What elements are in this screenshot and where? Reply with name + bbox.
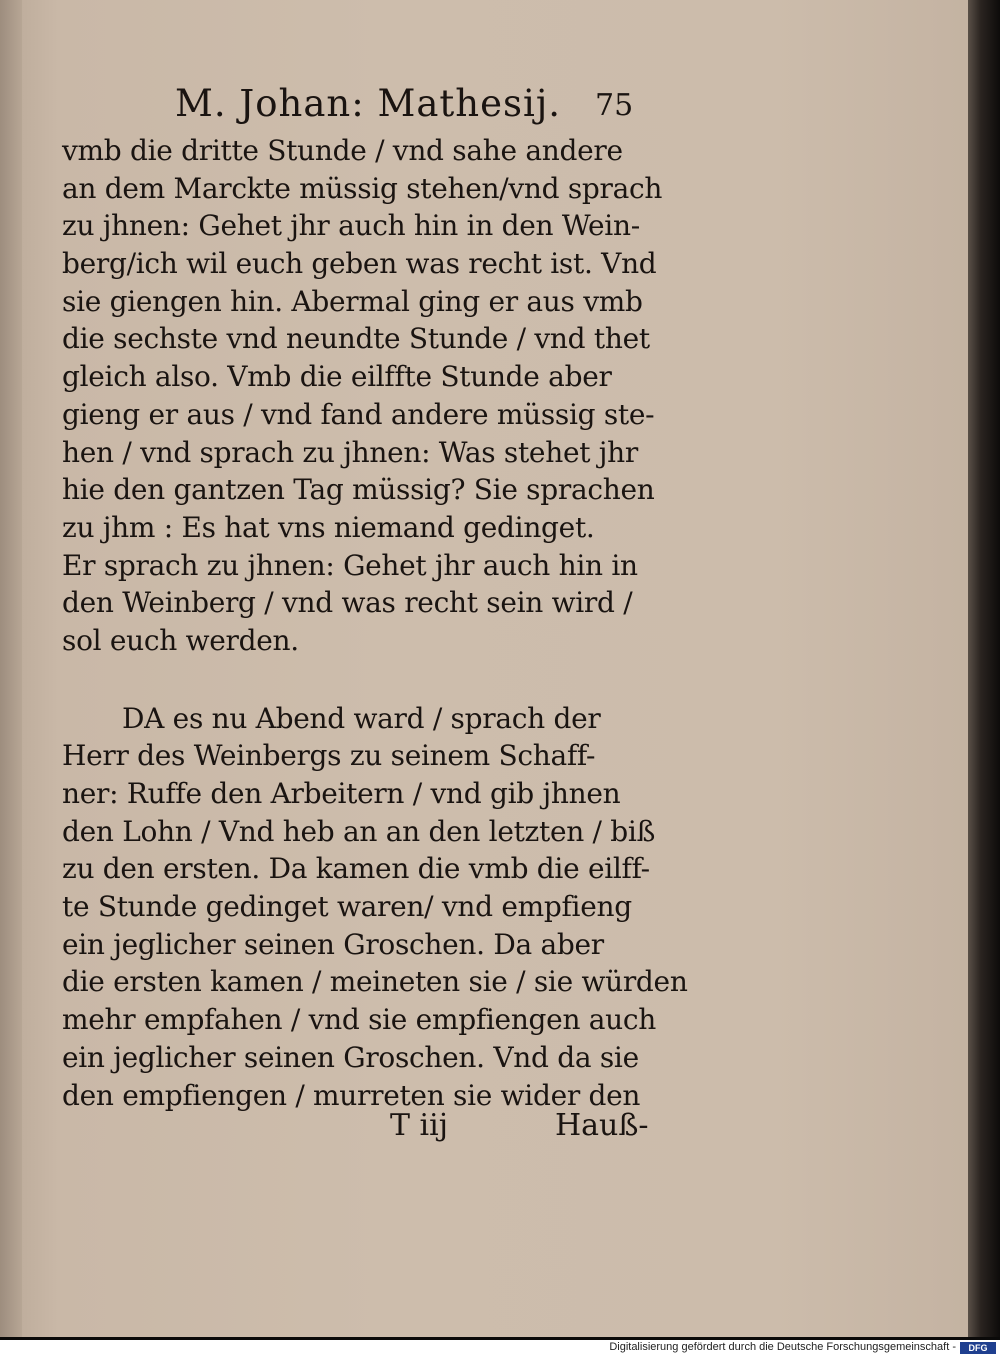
signature-line: [340, 1108, 660, 1148]
text-line: berg/ich wil euch geben was recht ist. Vnd: [62, 247, 657, 281]
running-head-title: M. Johan: Mathesij.: [175, 82, 562, 125]
body-text: [62, 132, 688, 1114]
footer-credit: Digitalisierung gefördert durch die Deutsche Forschungsgemeinschaft -: [609, 1341, 956, 1353]
text-line: ner: Ruffe den Arbeitern / vnd gib jhnen: [62, 777, 621, 810]
text-line: den Weinberg / vnd was recht sein wird /: [62, 586, 633, 620]
page-edge-shadow: [968, 0, 1000, 1337]
dfg-logo: DFG: [960, 1342, 996, 1354]
text-line: die ersten kamen / meineten sie / sie würden: [62, 965, 688, 999]
text-line: zu jhm : Es hat vns niemand gedinget.: [62, 510, 595, 544]
text-line: DA es nu Abend ward / sprach der: [122, 701, 601, 735]
text-line: Er sprach zu jhnen: Gehet jhr auch hin in: [62, 548, 638, 582]
footer-bar: [0, 1340, 1000, 1357]
text-line: hie den gantzen Tag müssig? Sie sprachen: [62, 473, 655, 507]
text-line: ein jeglicher seinen Groschen. Da aber: [62, 927, 604, 961]
paragraph-1: [62, 132, 662, 660]
text-line: den empfiengen / murreten sie wider den: [62, 1078, 641, 1112]
text-line: ein jeglicher seinen Groschen. Vnd da sie: [62, 1040, 639, 1074]
text-line: sie giengen hin. Abermal ging er aus vmb: [62, 284, 643, 318]
text-line: gleich also. Vmb die eilffte Stunde aber: [62, 360, 612, 394]
text-line: zu den ersten. Da kamen die vmb die eilff-: [62, 852, 650, 886]
text-line: vmb die dritte Stunde / vnd sahe andere: [62, 134, 623, 167]
text-line: den Lohn / Vnd heb an an den letzten / biß: [62, 814, 655, 848]
paragraph-2: [62, 700, 688, 1115]
catchword: Hauß-: [555, 1108, 649, 1143]
text-line: te Stunde gedinget waren/ vnd empfieng: [62, 890, 632, 924]
page-number: 75: [595, 88, 634, 123]
text-line: zu jhnen: Gehet jhr auch hin in den Wein-: [62, 209, 640, 243]
paragraph-gap: [62, 660, 662, 700]
running-head: [175, 82, 655, 132]
text-line: Herr des Weinbergs zu seinem Schaff-: [62, 739, 596, 773]
text-line: gieng er aus / vnd fand andere müssig ste-: [62, 397, 655, 431]
text-line: die sechste vnd neundte Stunde / vnd thet: [62, 322, 650, 356]
text-line: mehr empfahen / vnd sie empfiengen auch: [62, 1003, 657, 1037]
text-line: an dem Marckte müssig stehen/vnd sprach: [62, 171, 663, 205]
signature-mark: T iij: [390, 1108, 449, 1143]
text-line: hen / vnd sprach zu jhnen: Was stehet jhr: [62, 435, 638, 469]
text-line: sol euch werden.: [62, 623, 299, 657]
